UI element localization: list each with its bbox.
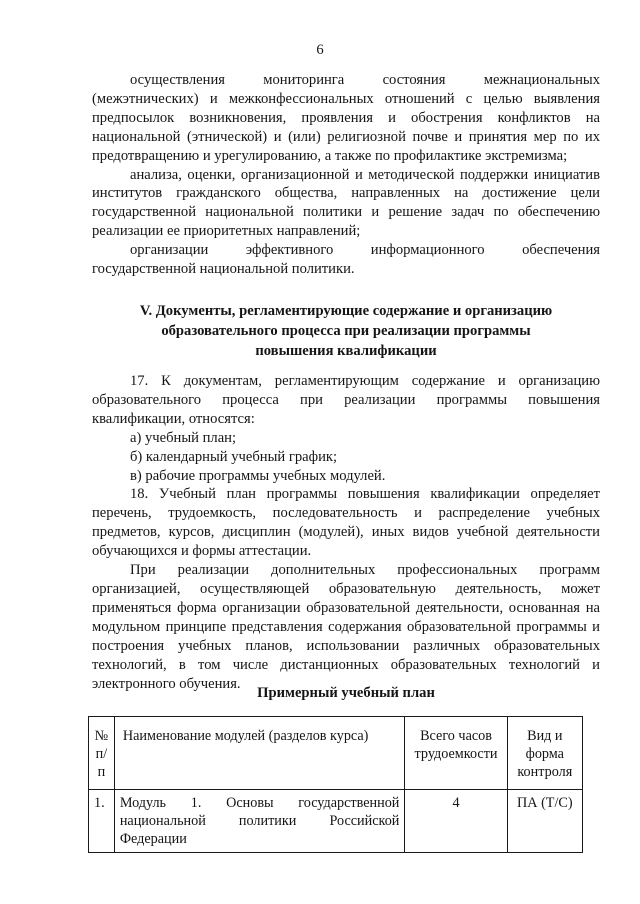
row-num: 1. xyxy=(89,790,115,853)
intro-paragraph-1: осуществления мониторинга состояния межнациональных (межэтнических) и межконфессиональных отношений с целью выявления предпосылок возникновения, проявления и обострения конфликтов на национальной (этнической) и (или) религиозной почве и принятия мер по их предотвращению и урегулированию, а также по профилактике экстремизма; xyxy=(92,72,600,164)
paragraph-17: 17. К документам, регламентирующим содержание и организацию образовательного процесса при реализации программы повышения квалификации, относятся: xyxy=(92,373,600,427)
plan-title: Примерный учебный план xyxy=(257,685,435,701)
column-header-name: Наименование модулей (разделов курса) xyxy=(114,717,405,790)
row-module-name: Модуль 1. Основы государственной национальной политики Российской Федерации xyxy=(114,790,405,853)
list-item-c: в) рабочие программы учебных модулей. xyxy=(130,467,386,484)
row-control: ПА (Т/С) xyxy=(507,790,582,853)
section-heading-line-1: V. Документы, регламентирующие содержание и организацию xyxy=(139,303,553,319)
section-heading xyxy=(92,301,600,361)
paragraph-modular: При реализации дополнительных профессиональных программ организацией, осуществляющей образовательную деятельность, может применяться форма организации образовательной деятельности, основанная на модульном принципе представления содержания образовательной программы и построения учебных планов, использовании различных образовательных технологий, в том числе дистанционных образовательных технологий и электронного обучения. xyxy=(92,562,600,692)
section-text xyxy=(92,372,600,693)
section-heading-line-3: повышения квалификации xyxy=(255,343,437,359)
intro-paragraph-2: анализа, оценки, организационной и методической поддержки инициатив институтов гражданского общества, направленных на достижение цели государственной национальной политики и решение задач по обеспечению реализации ее приоритетных направлений; xyxy=(92,166,600,240)
list-item-b: б) календарный учебный график; xyxy=(130,448,338,465)
row-hours: 4 xyxy=(405,790,507,853)
list-item-a: а) учебный план; xyxy=(130,429,237,446)
page-number: 6 xyxy=(316,42,324,58)
intro-paragraph-3: организации эффективного информационного обеспечения государственной национальной политики. xyxy=(92,242,600,278)
column-header-hours: Всего часов трудоемкости xyxy=(405,717,507,790)
table-header-row xyxy=(89,717,583,790)
paragraph-18: 18. Учебный план программы повышения квалификации определяет перечень, трудоемкость, последовательность и распределение учебных предметов, курсов, дисциплин (модулей), иных видов учебной деятельности обучающихся и формы аттестации. xyxy=(92,486,600,560)
curriculum-table xyxy=(88,716,583,853)
section-heading-line-2: образовательного процесса при реализации программы xyxy=(161,323,531,339)
column-header-control: Вид и форма контроля xyxy=(507,717,582,790)
table-row xyxy=(89,790,583,853)
column-header-num: № п/п xyxy=(89,717,115,790)
intro-text xyxy=(92,71,600,279)
